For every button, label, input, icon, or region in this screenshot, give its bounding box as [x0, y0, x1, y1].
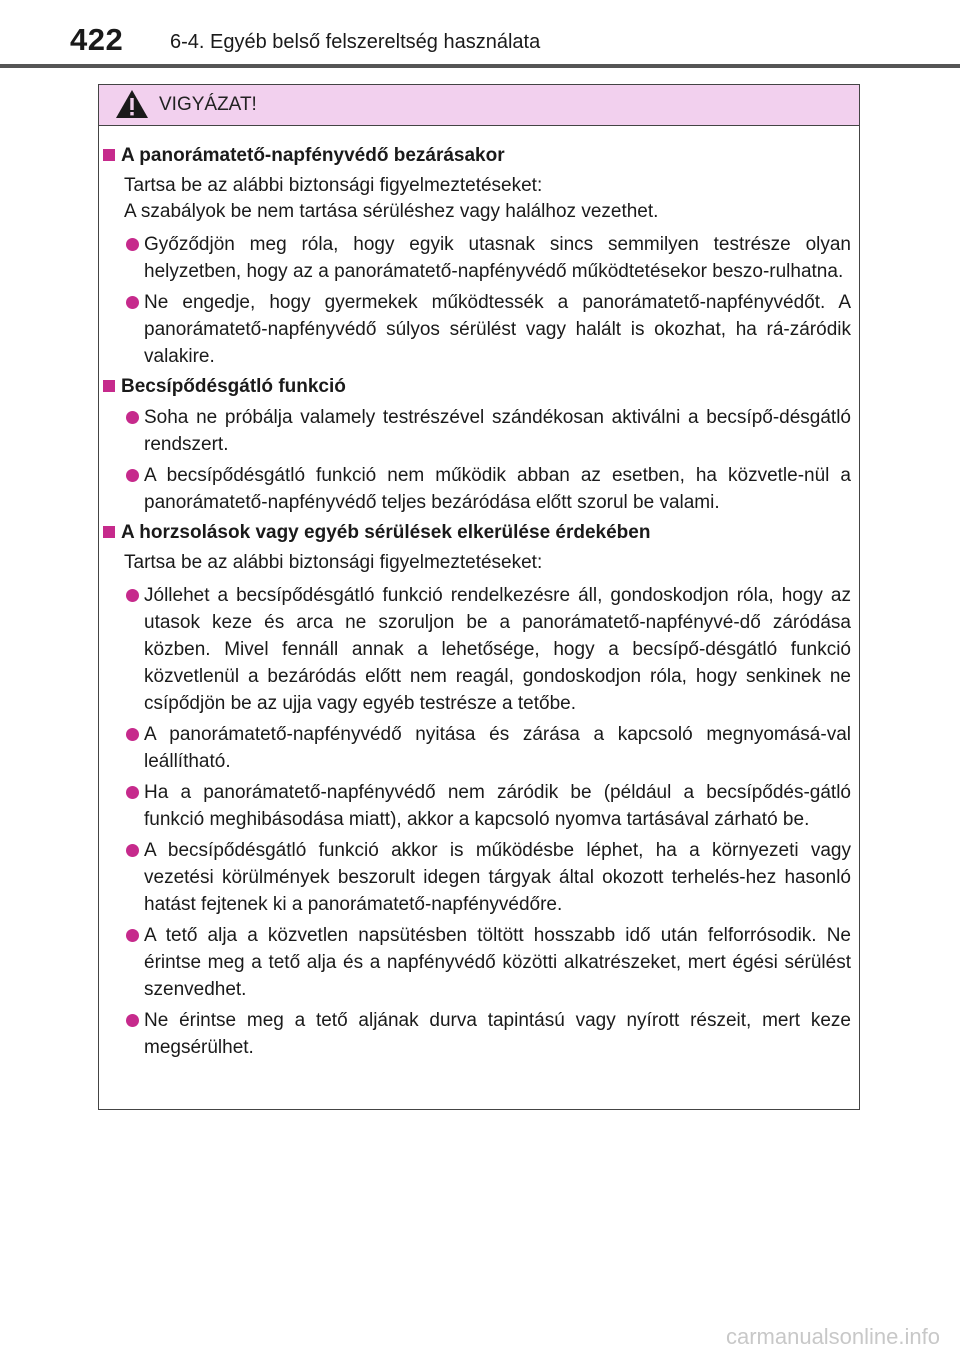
warning-header	[99, 85, 859, 126]
warning-content	[99, 143, 859, 1065]
warning-box	[98, 84, 860, 1110]
header-divider	[0, 64, 960, 68]
bullet-text: A panorámatető-napfényvédő nyitása és zárása a kapcsoló megnyomásá-val leállítható.	[144, 724, 851, 772]
bullet-item	[99, 231, 859, 285]
bullet-text: Győződjön meg róla, hogy egyik utasnak sincs semmilyen testrésze olyan helyzetben, hogy az a panorámatető-napfényvédő működtetésekor beszo-rulhatna.	[144, 234, 851, 282]
page-number: 422	[70, 22, 124, 57]
section-heading	[99, 374, 859, 400]
square-bullet-icon	[103, 526, 115, 538]
bullet-dot-icon	[126, 296, 139, 309]
intro-line: Tartsa be az alábbi biztonsági figyelmeztetéseket:	[124, 552, 543, 573]
bullet-dot-icon	[126, 786, 139, 799]
section-heading-text: A panorámatető-napfényvédő bezárásakor	[121, 145, 505, 166]
section-heading	[99, 143, 859, 169]
section-heading	[99, 520, 859, 546]
section-heading-text: Becsípődésgátló funkció	[121, 376, 346, 397]
bullet-item	[99, 721, 859, 775]
warning-title: VIGYÁZAT!	[159, 94, 257, 115]
page-header	[0, 0, 960, 70]
bullet-dot-icon	[126, 728, 139, 741]
bullet-dot-icon	[126, 589, 139, 602]
bullet-item	[99, 404, 859, 458]
intro-text	[99, 173, 859, 225]
watermark: carmanualsonline.info	[725, 1324, 940, 1349]
intro-text	[99, 550, 859, 576]
bullet-dot-icon	[126, 469, 139, 482]
section-title: 6-4. Egyéb belső felszereltség használata	[170, 31, 541, 53]
bullet-text: Ne érintse meg a tető aljának durva tapintású vagy nyírott részeit, mert keze megsérülhet.	[144, 1010, 851, 1058]
bullet-item	[99, 462, 859, 516]
bullet-dot-icon	[126, 411, 139, 424]
bullet-dot-icon	[126, 929, 139, 942]
bullet-text: A tető alja a közvetlen napsütésben töltött hosszabb idő után felforrósodik. Ne érintse meg a tető alja és a napfényvédő közötti alkatrészeket, mert égési sérülést szenvedhet.	[144, 925, 851, 1000]
bullet-text: A becsípődésgátló funkció nem működik abban az esetben, ha közvetle-nül a panorámatető-napfényvédő teljes bezáródása előtt szorul be valami.	[144, 465, 851, 513]
bullet-dot-icon	[126, 844, 139, 857]
bullet-text: A becsípődésgátló funkció akkor is működésbe léphet, ha a környezeti vagy vezetési körülmények beszorult idegen tárgyak által okozott terhelés-hez hasonló hatást fejtenek ki a panorámatető-napfényvédőre.	[144, 840, 851, 915]
square-bullet-icon	[103, 380, 115, 392]
bullet-text: Ne engedje, hogy gyermekek működtessék a panorámatető-napfényvédőt. A panorámatető-napfényvédő súlyos sérülést vagy halált is okozhat, ha rá-záródik valakire.	[144, 292, 851, 367]
bullet-item	[99, 1007, 859, 1061]
intro-line: Tartsa be az alábbi biztonsági figyelmeztetéseket:	[124, 175, 543, 196]
bullet-item	[99, 922, 859, 1003]
square-bullet-icon	[103, 149, 115, 161]
warning-triangle-icon	[115, 89, 149, 119]
section-heading-text: A horzsolások vagy egyéb sérülések elkerülése érdekében	[121, 522, 651, 543]
intro-line: A szabályok be nem tartása sérüléshez vagy halálhoz vezethet.	[124, 201, 659, 222]
bullet-text: Ha a panorámatető-napfényvédő nem záródik be (például a becsípődés-gátló funkció meghibásodása miatt), akkor a kapcsoló nyomva tartásával zárható be.	[144, 782, 851, 830]
bullet-text: Soha ne próbálja valamely testrészével szándékosan aktiválni a becsípő-désgátló rendszert.	[144, 407, 851, 455]
bullet-item	[99, 779, 859, 833]
bullet-dot-icon	[126, 1014, 139, 1027]
bullet-text: Jóllehet a becsípődésgátló funkció rendelkezésre áll, gondoskodjon róla, hogy az utasok keze és arca ne szoruljon be a panorámatető-napfényvé-dő záródása közben. Mivel fennáll annak a lehetősége, hogy a becsípő-désgátló funkció közvetlenül a bezáródás előtt nem reagál, gondoskodjon róla, hogy senkinek ne csípődjön be az ujja vagy egyéb testrésze a tetőbe.	[144, 585, 851, 714]
bullet-dot-icon	[126, 238, 139, 251]
bullet-item	[99, 582, 859, 717]
bullet-item	[99, 837, 859, 918]
bullet-item	[99, 289, 859, 370]
